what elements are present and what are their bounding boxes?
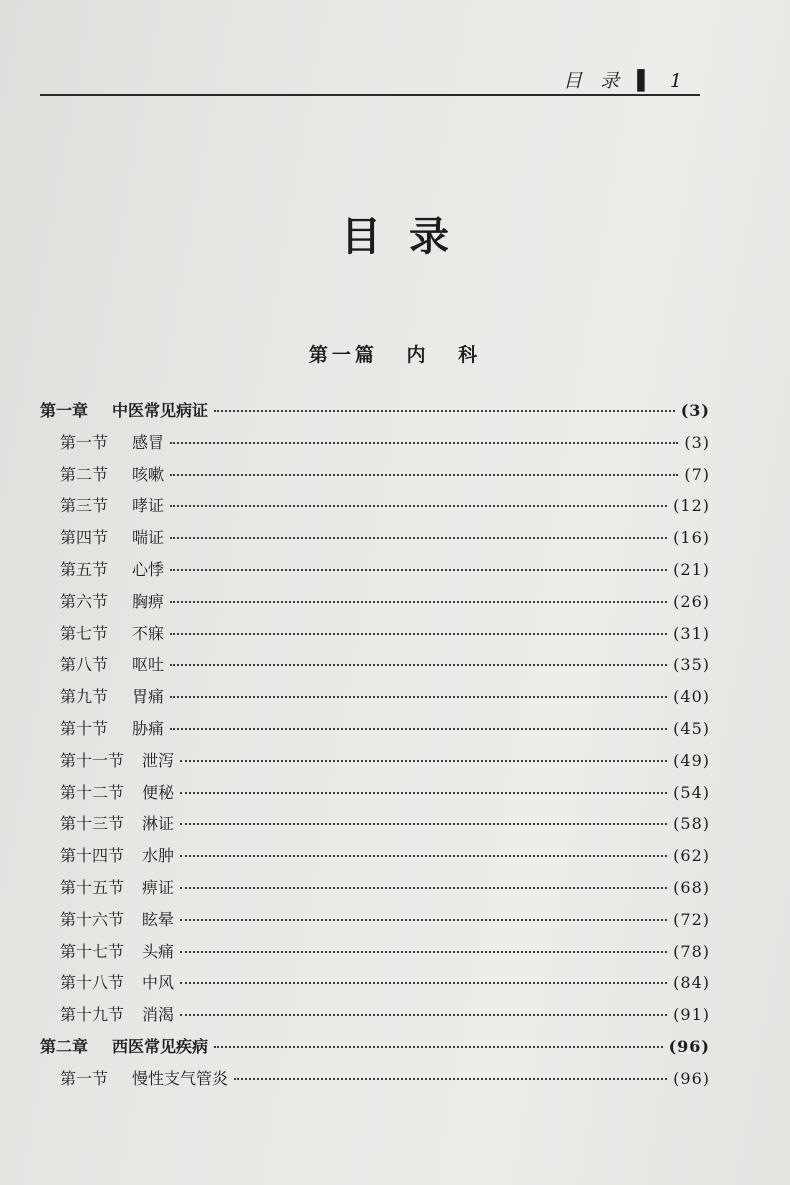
dot-leader <box>170 474 678 476</box>
toc-section-row[interactable] <box>40 811 710 843</box>
toc-page-number: (68) <box>673 877 710 897</box>
toc-page-number: (12) <box>673 496 710 516</box>
toc-entry-title: 中医常见病证 <box>112 401 209 420</box>
toc-entry-number: 第三节 <box>60 496 109 516</box>
dot-leader <box>170 601 667 603</box>
toc-page-number: (78) <box>673 941 710 961</box>
toc-entry-title: 哮证 <box>132 496 165 516</box>
dot-leader <box>180 792 667 794</box>
running-head-text: 目 录 ▌ 1 <box>563 70 688 92</box>
toc-section-row[interactable] <box>40 970 710 1002</box>
toc-entry-title: 淋证 <box>142 814 175 834</box>
dot-leader <box>170 569 667 571</box>
toc-entry-title: 西医常见疾病 <box>112 1036 209 1056</box>
toc-entry-title: 水肿 <box>142 846 175 866</box>
toc-section-row[interactable] <box>40 621 710 653</box>
page-title: 目录 <box>341 213 477 260</box>
toc-page-number: (62) <box>673 846 710 866</box>
toc-entry-title: 痹证 <box>142 877 175 897</box>
toc-entry-number: 第一节 <box>60 1068 109 1088</box>
toc-entry-title: 头痛 <box>142 941 175 961</box>
toc-entry-number: 第十六节 <box>60 909 125 929</box>
toc-entry-number: 第八节 <box>60 655 109 675</box>
dot-leader <box>234 1078 667 1080</box>
toc-entry-number: 第十一节 <box>60 750 125 770</box>
toc-section-row[interactable] <box>40 843 710 875</box>
toc-entry-number: 第十节 <box>60 718 109 738</box>
dot-leader <box>170 728 667 730</box>
toc-entry-number: 第一节 <box>60 432 109 452</box>
toc-page-number: (21) <box>673 559 710 579</box>
toc-entry-title: 消渴 <box>142 1005 175 1025</box>
dot-leader <box>180 887 667 889</box>
toc-page-number: (16) <box>673 528 710 548</box>
toc-page-number: (3) <box>684 432 710 452</box>
toc-page-number: (91) <box>673 1005 710 1025</box>
toc-entry-number: 第六节 <box>60 591 109 611</box>
toc-section-row[interactable] <box>40 1066 710 1098</box>
toc-entry-title: 便秘 <box>142 782 175 802</box>
toc-entry-title: 慢性支气管炎 <box>132 1068 229 1088</box>
toc-entry-title: 感冒 <box>132 432 165 452</box>
toc-entry-number: 第四节 <box>60 528 109 548</box>
toc-section-row[interactable] <box>40 462 710 494</box>
toc-entry-number: 第二节 <box>60 464 109 484</box>
toc-entry-number: 第九节 <box>60 687 109 707</box>
toc-entry-number: 第十九节 <box>60 1005 125 1025</box>
toc-entry-title: 呕吐 <box>132 655 165 675</box>
toc-section-row[interactable] <box>40 525 710 557</box>
toc-entry-number: 第二章 <box>40 1036 89 1056</box>
toc-page-number: (54) <box>673 782 710 802</box>
toc-section-row[interactable] <box>40 780 710 812</box>
toc-section-row[interactable] <box>40 589 710 621</box>
toc-chapter-row[interactable] <box>40 1034 710 1066</box>
toc-entry-title: 中风 <box>142 973 175 993</box>
toc-entry-title: 心悸 <box>132 559 165 579</box>
dot-leader <box>170 633 667 635</box>
toc-section-row[interactable] <box>40 716 710 748</box>
toc-page-number: (26) <box>673 591 710 611</box>
toc-section-row[interactable] <box>40 875 710 907</box>
toc-page-number: (72) <box>673 909 710 929</box>
toc-page-number: (45) <box>673 718 710 738</box>
toc-page-number: (40) <box>673 687 710 707</box>
toc-page-number: (96) <box>673 1068 710 1088</box>
dot-leader <box>170 537 667 539</box>
dot-leader <box>214 1046 663 1048</box>
toc-section-row[interactable] <box>40 557 710 589</box>
toc-entry-number: 第十三节 <box>60 814 125 834</box>
toc-entry-number: 第七节 <box>60 623 109 643</box>
dot-leader <box>180 1014 667 1016</box>
toc-page-number: (84) <box>673 973 710 993</box>
toc-chapter-row[interactable] <box>40 398 710 430</box>
dot-leader <box>180 760 667 762</box>
toc-page-number: (49) <box>673 750 710 770</box>
toc-section-row[interactable] <box>40 652 710 684</box>
toc-section-row[interactable] <box>40 1002 710 1034</box>
toc-entry-number: 第十二节 <box>60 782 125 802</box>
toc-entry-title: 泄泻 <box>142 750 175 770</box>
toc-entry-title: 眩晕 <box>142 909 175 929</box>
toc-page-number: (7) <box>684 464 710 484</box>
toc-entry-title: 胁痛 <box>132 718 165 738</box>
toc-section-row[interactable] <box>40 430 710 462</box>
dot-leader <box>180 855 667 857</box>
dot-leader <box>180 823 667 825</box>
toc-page-number: (3) <box>680 401 710 420</box>
part-title: 第一篇 内 科 <box>308 344 482 366</box>
toc-entry-title: 不寐 <box>132 623 165 643</box>
dot-leader <box>180 982 667 984</box>
header-rule <box>40 94 700 96</box>
toc-entry-number: 第五节 <box>60 559 109 579</box>
toc-section-row[interactable] <box>40 907 710 939</box>
toc-entry-number: 第一章 <box>40 401 89 420</box>
toc-entry-title: 胃痛 <box>132 687 165 707</box>
dot-leader <box>214 410 675 412</box>
toc-page-number: (58) <box>673 814 710 834</box>
toc-page-number: (31) <box>673 623 710 643</box>
toc-entry-number: 第十七节 <box>60 941 125 961</box>
toc-page-number: (96) <box>668 1036 710 1056</box>
toc-section-row[interactable] <box>40 939 710 971</box>
toc-section-row[interactable] <box>40 493 710 525</box>
dot-leader <box>170 664 667 666</box>
toc-entry-title: 喘证 <box>132 528 165 548</box>
dot-leader <box>170 696 667 698</box>
toc-page-number: (35) <box>673 655 710 675</box>
toc-section-row[interactable] <box>40 748 710 780</box>
toc-section-row[interactable] <box>40 684 710 716</box>
dot-leader <box>170 505 667 507</box>
toc-entry-number: 第十四节 <box>60 846 125 866</box>
dot-leader <box>180 951 667 953</box>
table-of-contents <box>40 398 710 1098</box>
dot-leader <box>170 442 678 444</box>
toc-entry-title: 咳嗽 <box>132 464 165 484</box>
toc-entry-number: 第十五节 <box>60 877 125 897</box>
toc-entry-title: 胸痹 <box>132 591 165 611</box>
running-head <box>40 66 700 96</box>
dot-leader <box>180 919 667 921</box>
toc-entry-number: 第十八节 <box>60 973 125 993</box>
